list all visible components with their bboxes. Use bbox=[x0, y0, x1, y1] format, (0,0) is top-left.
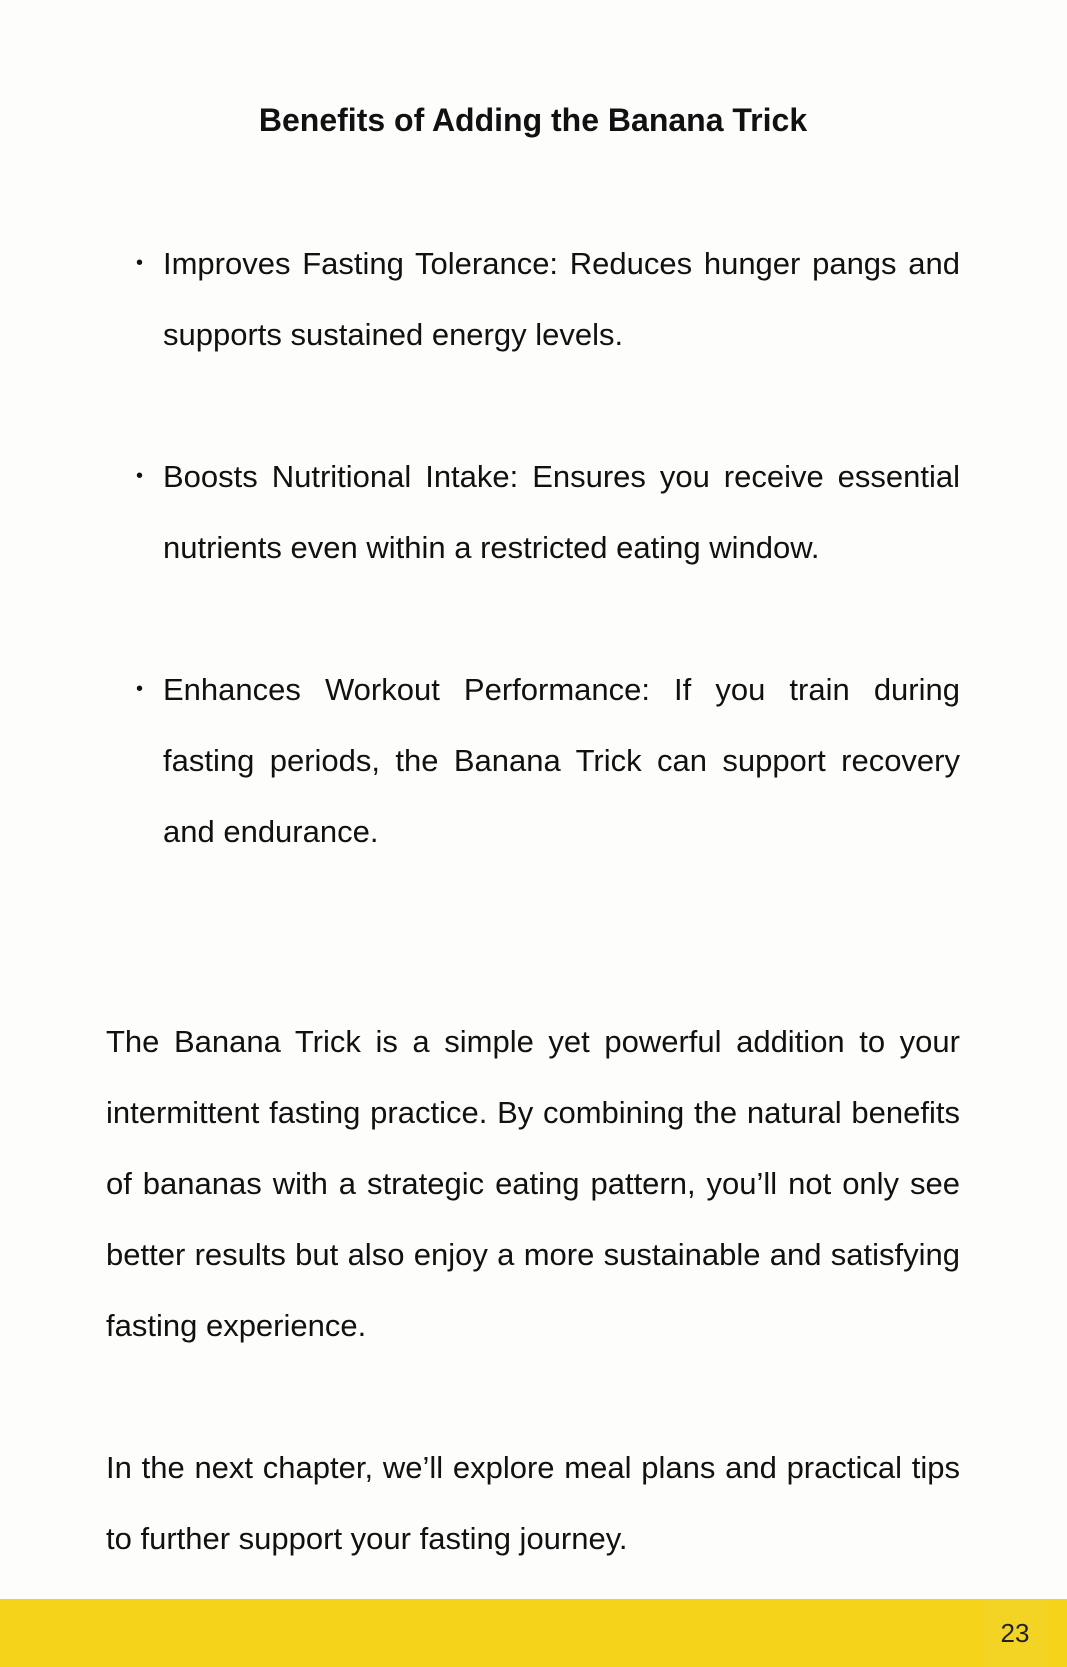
section-title: Benefits of Adding the Banana Trick bbox=[258, 102, 808, 138]
summary-paragraph: The Banana Trick is a simple yet powerful addition to your intermittent fasting practice. By combining the natural benefits of bananas with a strategic eating pattern, you’ll not only see better results but also enjoy a more sustainable and satisfying fasting experience. bbox=[106, 1024, 960, 1343]
footer-bar bbox=[0, 1599, 1067, 1667]
bullet-icon: • bbox=[136, 465, 144, 487]
page-number: 23 bbox=[983, 1599, 1047, 1667]
next-chapter-paragraph: In the next chapter, we’ll explore meal plans and practical tips to further support your fasting journey. bbox=[106, 1450, 960, 1556]
bullet-icon: • bbox=[136, 252, 144, 274]
benefit-text: Improves Fasting Tolerance: Reduces hunger pangs and supports sustained energy levels. bbox=[163, 246, 960, 352]
benefit-item bbox=[106, 441, 960, 583]
benefit-item bbox=[106, 228, 960, 370]
benefit-text: Boosts Nutritional Intake: Ensures you receive essential nutrients even within a restricted eating window. bbox=[163, 459, 960, 565]
bullet-icon: • bbox=[136, 678, 144, 700]
benefit-text: Enhances Workout Performance: If you train during fasting periods, the Banana Trick can support recovery and endurance. bbox=[163, 672, 960, 849]
benefits-list bbox=[106, 228, 960, 938]
benefit-item bbox=[106, 654, 960, 867]
